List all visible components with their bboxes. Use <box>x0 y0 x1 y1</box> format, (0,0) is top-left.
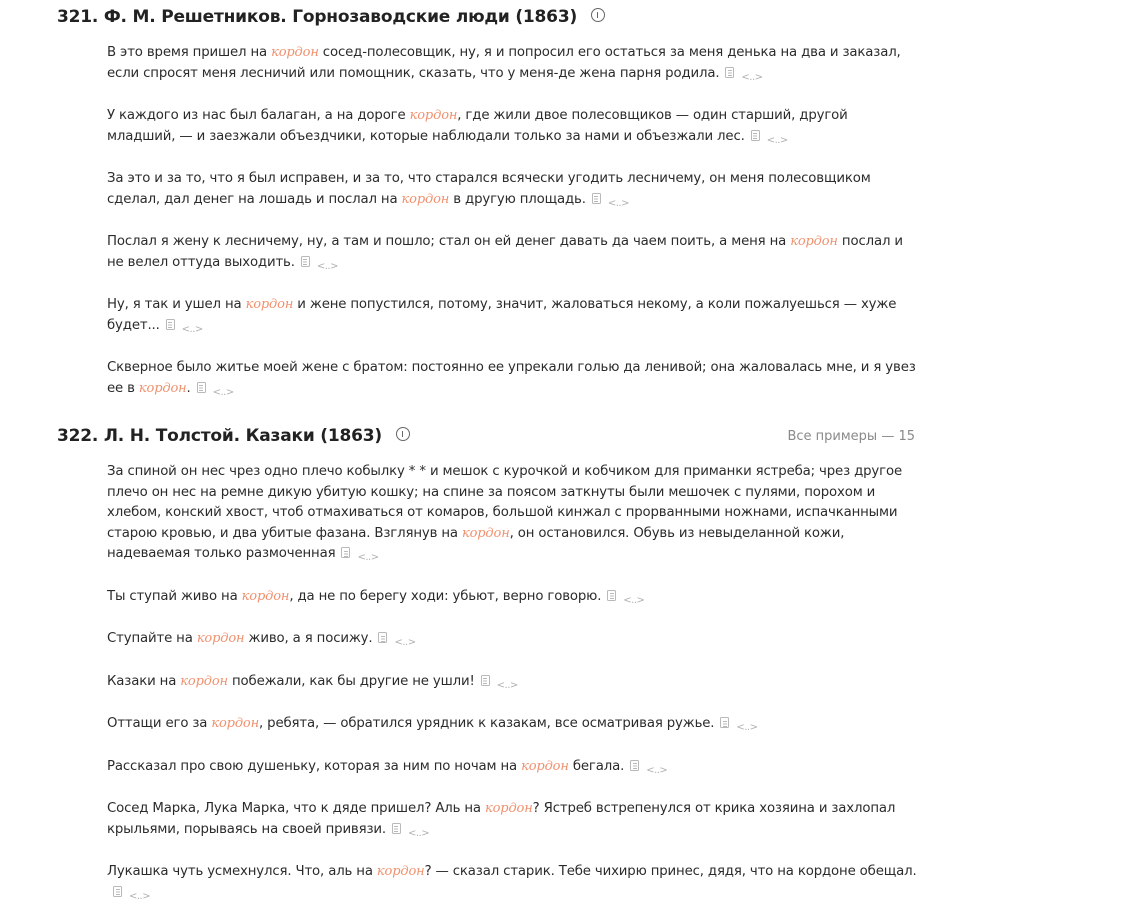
copy-icon[interactable] <box>725 67 734 78</box>
example-item <box>107 358 919 403</box>
copy-icon[interactable] <box>751 130 760 141</box>
code-icon[interactable]: <..> <box>408 824 429 845</box>
section-321 <box>57 6 917 403</box>
example-item <box>107 629 919 654</box>
keyword-highlight: кордон <box>197 631 245 646</box>
code-icon[interactable]: <..> <box>182 320 203 341</box>
example-text: Ты ступай живо на <box>107 589 242 604</box>
code-icon[interactable]: <..> <box>394 633 415 654</box>
example-text: и жене попустился, потому, значит, жаловаться некому, а коли пожалуешься — хуже будет... <box>107 297 896 333</box>
code-icon[interactable]: <..> <box>317 257 338 278</box>
section-title-text: 322. Л. Н. Толстой. Казаки (1863) <box>57 426 382 446</box>
example-text: За спиной он нес чрез одно плечо кобылку * * и мешок с курочкой и кобчиком для приманки ястреба; чрез другое плечо он нес на ремне дикую убитую кошку; на спине за поясом заткнуты были мешочек с пулями, порохом и хлебом, конский хвост, чтоб отмахиваться от комаров, большой кинжал с прорванными ножнами, испачканными старою кровью, и два убитые фазана. Взглянув на <box>107 464 902 541</box>
keyword-highlight: кордон <box>790 234 838 249</box>
example-text: Оттащи его за <box>107 716 211 731</box>
keyword-highlight: кордон <box>521 759 569 774</box>
info-icon[interactable] <box>591 8 605 22</box>
example-item <box>107 672 919 697</box>
examples-list <box>107 462 919 907</box>
keyword-highlight: кордон <box>211 716 259 731</box>
code-icon[interactable]: <..> <box>608 194 629 215</box>
keyword-highlight: кордон <box>242 589 290 604</box>
example-text: Ступайте на <box>107 631 197 646</box>
example-item <box>107 106 919 151</box>
example-text: бегала. <box>569 759 624 774</box>
example-text: , где жили двое полесовщиков — один старший, другой младший, — и заезжали объездчики, которые наблюдали только за нами и объезжали лес. <box>107 108 848 144</box>
code-icon[interactable]: <..> <box>129 887 150 907</box>
keyword-highlight: кордон <box>246 297 294 312</box>
example-item <box>107 43 919 88</box>
keyword-highlight: кордон <box>402 192 450 207</box>
example-text: В это время пришел на <box>107 45 271 60</box>
example-text: , он остановился. Обувь из невыделанной кожи, надеваемая только размоченная <box>107 526 844 562</box>
example-text: , да не по берегу ходи: убьют, верно говорю. <box>289 589 601 604</box>
example-text: У каждого из нас был балаган, а на дороге <box>107 108 410 123</box>
section-header <box>57 6 917 36</box>
copy-icon[interactable] <box>630 760 639 771</box>
example-item <box>107 462 919 569</box>
section-title <box>57 6 605 28</box>
example-text: За это и за то, что я был исправен, и за то, что старался всячески угодить лесничему, он меня полесовщиком сделал, дал денег на лошадь и послал на <box>107 171 871 207</box>
example-text: послал и не велел оттуда выходить. <box>107 234 903 270</box>
example-text: в другую площадь. <box>449 192 586 207</box>
all-examples-link[interactable]: Все примеры — 15 <box>787 429 915 444</box>
section-header <box>57 425 917 455</box>
example-item <box>107 799 919 844</box>
copy-icon[interactable] <box>113 886 122 897</box>
code-icon[interactable]: <..> <box>646 761 667 782</box>
example-item <box>107 169 919 214</box>
example-text: , ребята, — обратился урядник к казакам, все осматривая ружье. <box>259 716 714 731</box>
section-322 <box>57 425 917 907</box>
code-icon[interactable]: <..> <box>357 548 378 569</box>
example-text: . <box>187 381 191 396</box>
example-text: Рассказал про свою душеньку, которая за ним по ночам на <box>107 759 521 774</box>
copy-icon[interactable] <box>301 256 310 267</box>
example-text: живо, а я посижу. <box>244 631 372 646</box>
example-text: Лукашка чуть усмехнулся. Что, аль на <box>107 864 377 879</box>
example-text: Послал я жену к лесничему, ну, а там и пошло; стал он ей денег давать да чаем поить, а меня на <box>107 234 790 249</box>
example-item <box>107 862 919 907</box>
keyword-highlight: кордон <box>180 674 228 689</box>
examples-list <box>107 43 919 403</box>
example-text: Сосед Марка, Лука Марка, что к дяде пришел? Аль на <box>107 801 485 816</box>
code-icon[interactable]: <..> <box>497 676 518 697</box>
copy-icon[interactable] <box>607 590 616 601</box>
example-item <box>107 714 919 739</box>
keyword-highlight: кордон <box>462 526 510 541</box>
example-text: ? Ястреб встрепенулся от крика хозяина и захлопал крыльями, порываясь на своей привязи. <box>107 801 895 837</box>
code-icon[interactable]: <..> <box>213 383 234 404</box>
example-item <box>107 587 919 612</box>
example-text: сосед-полесовщик, ну, я и попросил его остаться за меня денька на два и заказал, если спросят меня лесничий или помощник, сказать, что у меня-де жена парня родила. <box>107 45 901 81</box>
code-icon[interactable]: <..> <box>736 718 757 739</box>
section-title <box>57 425 410 447</box>
copy-icon[interactable] <box>720 717 729 728</box>
example-text: побежали, как бы другие не ушли! <box>228 674 475 689</box>
example-text: Скверное было житье моей жене с братом: постоянно ее упрекали голью да ленивой; она жаловалась мне, и я увез ее в <box>107 360 916 396</box>
copy-icon[interactable] <box>392 823 401 834</box>
copy-icon[interactable] <box>166 319 175 330</box>
copy-icon[interactable] <box>378 632 387 643</box>
example-text: Казаки на <box>107 674 180 689</box>
example-item <box>107 232 919 277</box>
keyword-highlight: кордон <box>271 45 319 60</box>
keyword-highlight: кордон <box>377 864 425 879</box>
example-text: ? — сказал старик. Тебе чихирю принес, дядя, что на кордоне обещал. <box>425 864 917 879</box>
keyword-highlight: кордон <box>485 801 533 816</box>
example-item <box>107 295 919 340</box>
keyword-highlight: кордон <box>139 381 187 396</box>
section-title-text: 321. Ф. М. Решетников. Горнозаводские люди (1863) <box>57 7 577 27</box>
code-icon[interactable]: <..> <box>767 131 788 152</box>
example-item <box>107 757 919 782</box>
code-icon[interactable]: <..> <box>741 68 762 89</box>
code-icon[interactable]: <..> <box>623 591 644 612</box>
copy-icon[interactable] <box>592 193 601 204</box>
copy-icon[interactable] <box>341 547 350 558</box>
info-icon[interactable] <box>396 427 410 441</box>
copy-icon[interactable] <box>197 382 206 393</box>
keyword-highlight: кордон <box>410 108 458 123</box>
copy-icon[interactable] <box>481 675 490 686</box>
example-text: Ну, я так и ушел на <box>107 297 246 312</box>
